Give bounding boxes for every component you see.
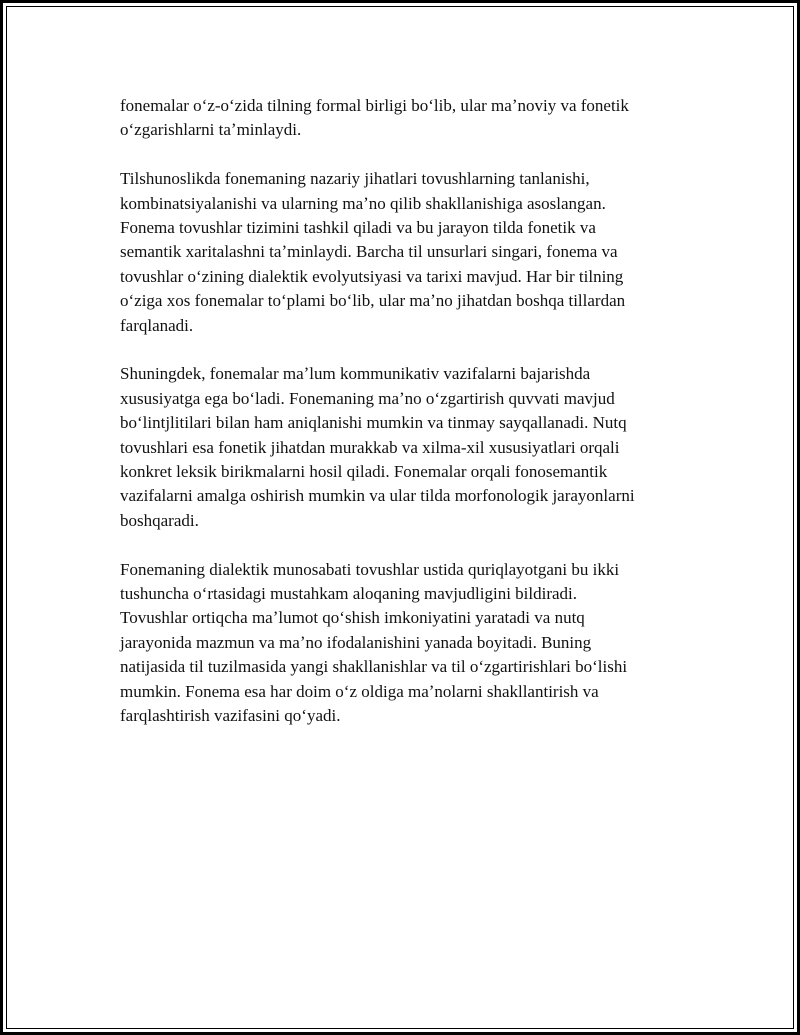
text-line: natijasida til tuzilmasida yangi shakllanishlar va til oʻzgartirishlari boʻlishi (120, 657, 628, 677)
text-line: konkret leksik birikmalarni hosil qiladi. Fonemalar orqali fonosemantik (120, 462, 608, 482)
text-line: fonemalar oʻz-oʻzida tilning formal birligi boʻlib, ular maʼnoviy va fonetik (120, 96, 629, 115)
text-line: boshqaradi. (120, 510, 199, 530)
paragraph (120, 362, 685, 533)
text-line: Fonemaning dialektik munosabati tovushlar ustida quriqlayotgani bu ikki (120, 559, 620, 579)
text-line: tovushlari esa fonetik jihatdan murakkab va xilma-xil xususiyatlari orqali (120, 437, 620, 457)
text-line: tushuncha oʻrtasidagi mustahkam aloqaning mavjudligini bildiradi. (120, 584, 578, 604)
document-body (120, 94, 685, 753)
text-line: oʻzgarishlarni taʼminlaydi. (120, 120, 302, 140)
text-line: boʻlintjlitilari bilan ham aniqlanishi mumkin va tinmay sayqallanadi. Nutq (120, 413, 627, 433)
text-line: Fonema tovushlar tizimini tashkil qiladi va bu jarayon tilda fonetik va (120, 218, 596, 238)
text-line: farqlashtirish vazifasini qoʻyadi. (120, 706, 341, 726)
text-line: jarayonida mazmun va maʼno ifodalanishini yanada boyitadi. Buning (120, 632, 592, 652)
text-line: tovushlar oʻzining dialektik evolyutsiyasi va tarixi mavjud. Har bir tilning (120, 266, 624, 286)
text-line: vazifalarni amalga oshirish mumkin va ular tilda morfonologik jarayonlarni (120, 486, 635, 506)
text-line: semantik xaritalashni taʼminlaydi. Barcha til unsurlari singari, fonema va (120, 242, 618, 262)
text-line: oʻziga xos fonemalar toʻplami boʻlib, ular maʼno jihatdan boshqa tillardan (120, 291, 626, 311)
text-line: kombinatsiyalanishi va ularning maʼno qilib shakllanishiga asoslangan. (120, 193, 606, 213)
text-line: Shuningdek, fonemalar maʼlum kommunikativ vazifalarni bajarishda (120, 364, 591, 384)
text-line: farqlanadi. (120, 315, 194, 335)
paragraph (120, 94, 685, 143)
paragraph (120, 167, 685, 338)
text-line: mumkin. Fonema esa har doim oʻz oldiga maʼnolarni shakllantirish va (120, 681, 599, 701)
text-line: Tovushlar ortiqcha maʼlumot qoʻshish imkoniyatini yaratadi va nutq (120, 608, 585, 628)
text-line: Tilshunoslikda fonemaning nazariy jihatlari tovushlarning tanlanishi, (120, 169, 590, 189)
text-line: xususiyatga ega boʻladi. Fonemaning maʼno oʻzgartirish quvvati mavjud (120, 388, 615, 408)
paragraph (120, 558, 685, 729)
